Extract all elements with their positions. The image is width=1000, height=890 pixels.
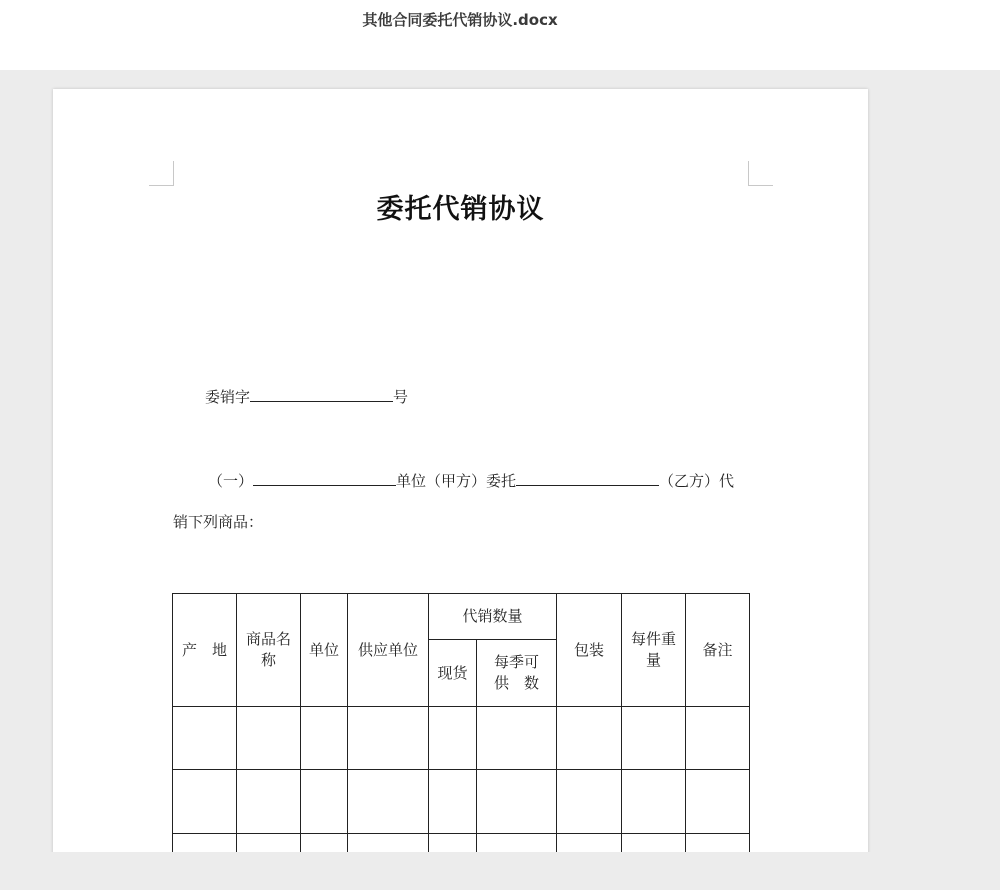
table-row — [173, 707, 750, 770]
table-cell[interactable] — [301, 770, 348, 834]
document-filename: 其他合同委托代销协议.docx — [362, 11, 558, 29]
table-cell[interactable] — [686, 707, 750, 770]
table-cell[interactable] — [173, 770, 237, 834]
reference-blank — [250, 385, 393, 402]
document-viewer[interactable] — [0, 70, 1000, 890]
margin-corner-top-left — [149, 161, 174, 186]
clause-one-continuation: 销下列商品： — [173, 513, 264, 531]
header-supplier: 供应单位 — [348, 594, 429, 707]
table-cell[interactable] — [173, 707, 237, 770]
table-cell[interactable] — [477, 770, 557, 834]
table-cell[interactable] — [557, 707, 622, 770]
clause-prefix: （一） — [208, 472, 254, 490]
table-cell[interactable] — [622, 707, 686, 770]
bottom-bar — [0, 852, 1000, 890]
header-packaging: 包装 — [557, 594, 622, 707]
table-cell[interactable] — [237, 770, 301, 834]
header-in-stock: 现货 — [429, 640, 477, 707]
table-cell[interactable] — [237, 707, 301, 770]
header-consignment-quantity: 代销数量 — [429, 594, 557, 640]
table-cell[interactable] — [429, 707, 477, 770]
document-title: 委托代销协议 — [376, 194, 545, 225]
party-a-blank — [253, 469, 396, 486]
clause-tail: （乙方）代 — [659, 472, 735, 490]
header-product-name: 商品名称 — [237, 594, 301, 707]
goods-table — [172, 593, 750, 890]
table-cell[interactable] — [622, 770, 686, 834]
header-weight-per-piece: 每件重量 — [622, 594, 686, 707]
header-origin: 产 地 — [173, 594, 237, 707]
table-cell[interactable] — [557, 770, 622, 834]
table-cell[interactable] — [686, 770, 750, 834]
header-per-season-supply: 每季可供 数 — [477, 640, 557, 707]
margin-corner-top-right — [748, 161, 773, 186]
header-remarks: 备注 — [686, 594, 750, 707]
table-cell[interactable] — [477, 707, 557, 770]
top-bar — [0, 0, 1000, 70]
party-b-blank — [516, 469, 659, 486]
reference-prefix: 委销字 — [205, 388, 251, 406]
clause-mid: 单位（甲方）委托 — [396, 472, 517, 490]
table-cell[interactable] — [429, 770, 477, 834]
header-unit: 单位 — [301, 594, 348, 707]
document-page — [53, 89, 868, 879]
clause-one-line — [208, 469, 734, 491]
table-row — [173, 770, 750, 834]
reference-number-line — [205, 385, 408, 407]
table-cell[interactable] — [301, 707, 348, 770]
table-cell[interactable] — [348, 707, 429, 770]
table-cell[interactable] — [348, 770, 429, 834]
reference-suffix: 号 — [393, 388, 409, 406]
